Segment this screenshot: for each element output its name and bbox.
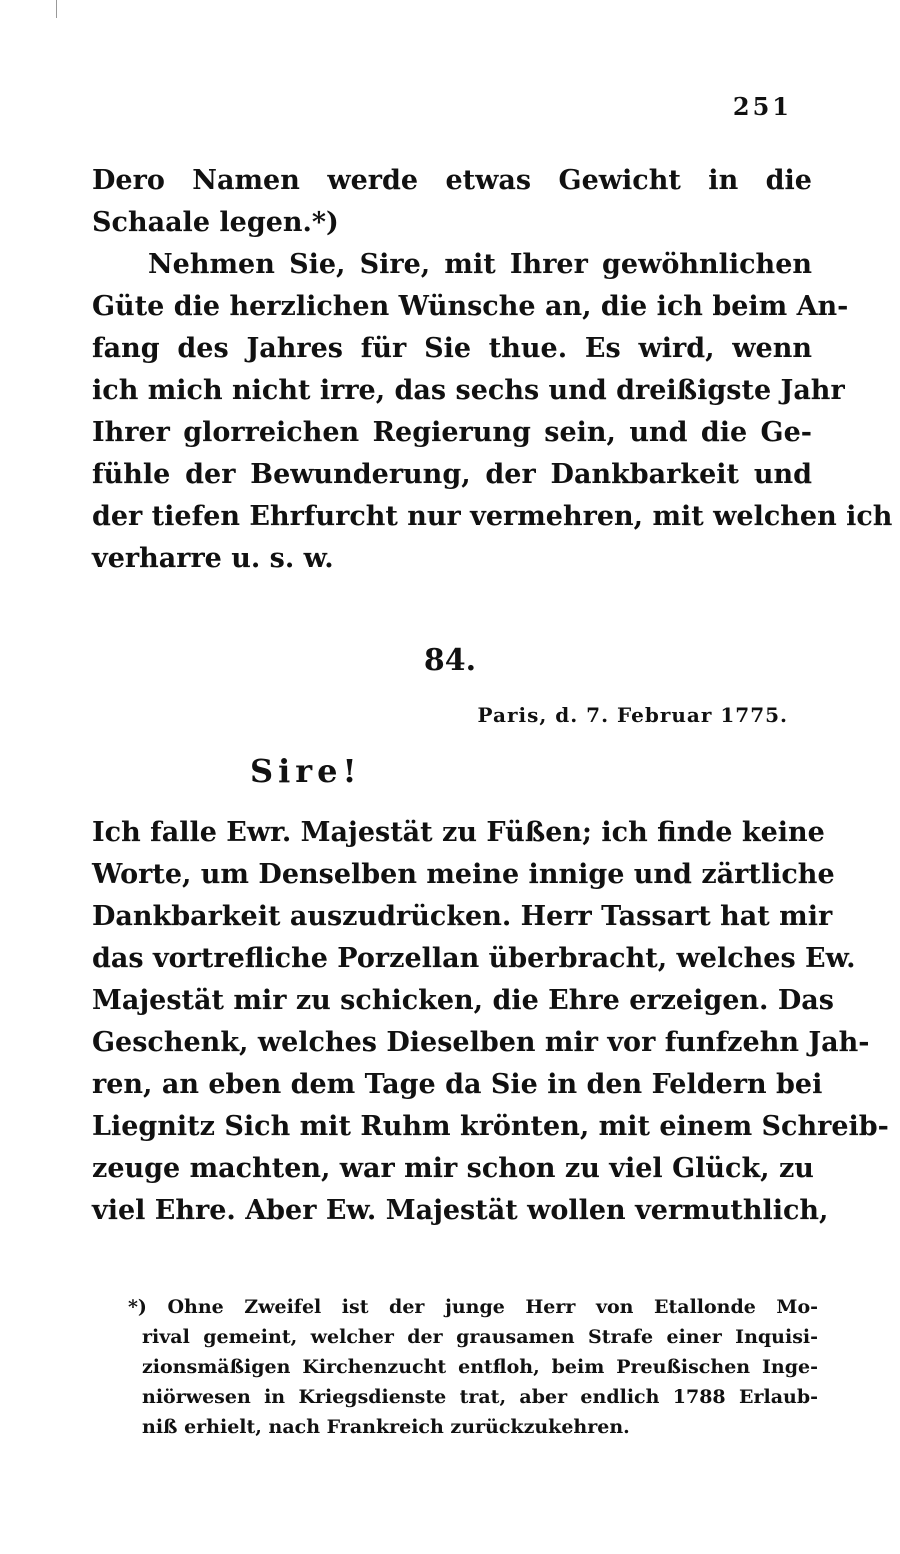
text-line: der tiefen Ehrfurcht nur vermehren, mit welchen ich <box>92 501 893 532</box>
letter-salutation: Sire! <box>250 752 362 790</box>
letter-dateline: Paris, d. 7. Februar 1775. <box>477 703 788 727</box>
text-line: das vortrefliche Porzellan überbracht, welches Ew. <box>92 943 856 974</box>
text-line: ich mich nicht irre, das sechs und dreißigste Jahr <box>92 375 845 406</box>
text-line: zeuge machten, war mir schon zu viel Glück, zu <box>92 1153 814 1184</box>
text-line: Schaale legen.*) <box>92 207 339 238</box>
continuation-text <box>92 160 893 580</box>
footnote-line: zionsmäßigen Kirchenzucht entfloh, beim Preußischen Inge- <box>142 1356 818 1378</box>
text-line: Güte die herzlichen Wünsche an, die ich beim An- <box>92 291 849 322</box>
text-line: Majestät mir zu schicken, die Ehre erzeigen. Das <box>92 985 834 1016</box>
text-line: Nehmen Sie, Sire, mit Ihrer gewöhnlichen <box>148 249 812 280</box>
text-line: fang des Jahres für Sie thue. Es wird, wenn <box>92 333 812 364</box>
footnote-line: niß erhielt, nach Frankreich zurückzukehren. <box>142 1416 630 1438</box>
footnote-line: niörwesen in Kriegsdienste trat, aber endlich 1788 Erlaub- <box>142 1386 818 1408</box>
text-line: Dero Namen werde etwas Gewicht in die <box>92 165 812 196</box>
letter-text <box>92 812 889 1232</box>
text-line: Dankbarkeit auszudrücken. Herr Tassart hat mir <box>92 901 833 932</box>
page-number: 251 <box>732 92 792 121</box>
text-line: Geschenk, welches Dieselben mir vor funfzehn Jah- <box>92 1027 870 1058</box>
text-line: verharre u. s. w. <box>92 543 334 574</box>
letter-number: 84. <box>423 643 477 678</box>
text-line: Liegnitz Sich mit Ruhm krönten, mit einem Schreib- <box>92 1111 889 1142</box>
text-line: ren, an eben dem Tage da Sie in den Feldern bei <box>92 1069 823 1100</box>
page-edge-mark <box>56 0 57 18</box>
footnote <box>128 1292 818 1442</box>
text-line: Ich falle Ewr. Majestät zu Füßen; ich finde keine <box>92 817 825 848</box>
text-line: fühle der Bewunderung, der Dankbarkeit und <box>92 459 812 490</box>
footnote-line: *) Ohne Zweifel ist der junge Herr von Etallonde Mo- <box>128 1296 818 1318</box>
text-line: viel Ehre. Aber Ew. Majestät wollen vermuthlich, <box>92 1195 829 1226</box>
footnote-line: rival gemeint, welcher der grausamen Strafe einer Inquisi- <box>142 1326 818 1348</box>
text-line: Ihrer glorreichen Regierung sein, und die Ge- <box>92 417 812 448</box>
text-line: Worte, um Denselben meine innige und zärtliche <box>92 859 835 890</box>
